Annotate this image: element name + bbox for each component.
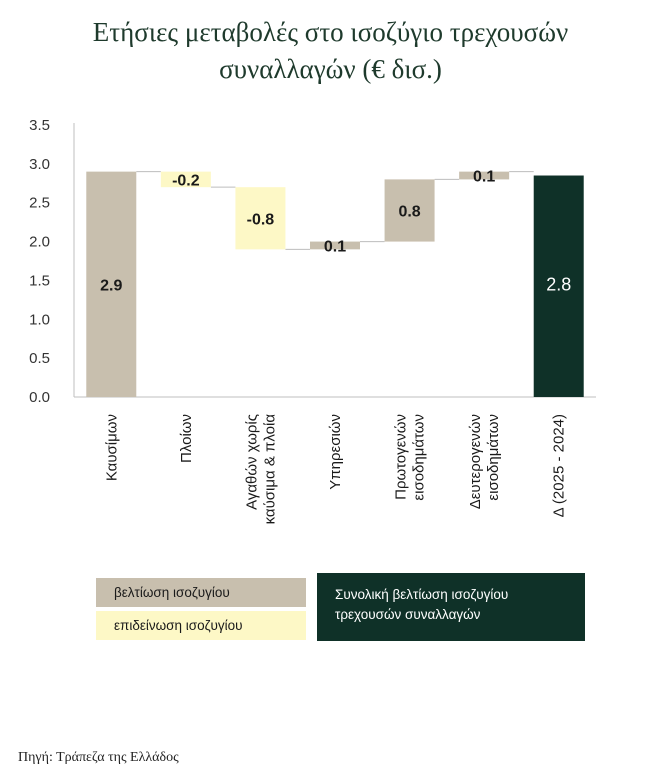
x-category-label-line: Δευτερογενών — [467, 414, 485, 510]
x-category-label — [243, 414, 278, 525]
y-tick-label: 1.5 — [29, 272, 50, 290]
title-line-1: Ετήσιες μεταβολές στο ισοζύγιο τρεχουσών — [92, 17, 569, 47]
x-category-label — [551, 414, 568, 517]
x-category-label-line: Καυσίμων — [103, 414, 121, 482]
y-tick-label: 3.5 — [29, 117, 50, 134]
legend-deterioration — [96, 611, 306, 640]
x-category-label-line: Αγαθών χωρίς — [243, 414, 261, 510]
x-category-label — [178, 414, 195, 463]
x-category-label — [393, 414, 428, 501]
x-category-label-line: Υπηρεσιών — [327, 414, 344, 490]
legend-deterioration-label: επιδείνωση ισοζυγίου — [114, 618, 243, 633]
data-label: -0.2 — [172, 172, 200, 190]
legend-improvement-label: βελτίωση ισοζυγίου — [114, 585, 230, 600]
x-category-label — [327, 414, 344, 490]
y-tick-label: 3.0 — [29, 155, 50, 173]
data-label: 2.8 — [546, 274, 572, 295]
x-category-label-line: Πρωτογενών — [392, 414, 410, 500]
legend-total-line-2: τρεχουσών συναλλαγών — [335, 607, 481, 622]
data-label: 0.1 — [323, 238, 347, 256]
y-tick-label: 0.0 — [29, 389, 50, 406]
x-category-label — [467, 414, 502, 509]
data-label: 0.8 — [398, 203, 421, 221]
legend-improvement — [96, 578, 306, 607]
data-label: 0.1 — [473, 168, 496, 186]
y-tick-label: 2.5 — [29, 194, 50, 212]
legend-total-line-1: Συνολική βελτίωση ισοζυγίου — [335, 587, 509, 602]
data-label: -0.8 — [246, 211, 275, 229]
y-tick-label: 1.0 — [29, 311, 50, 329]
x-category-label-line: καύσιμα & πλοία — [261, 414, 279, 525]
data-label: 2.9 — [100, 277, 123, 295]
x-category-label-line: Πλοίων — [177, 414, 195, 463]
y-tick-label: 0.5 — [29, 350, 50, 368]
y-tick-label: 2.0 — [29, 233, 50, 251]
x-category-label-line: εισοδημάτων — [485, 414, 503, 501]
legend-total — [317, 573, 585, 641]
x-category-label-line: εισοδημάτων — [410, 414, 428, 501]
source-note: Πηγή: Τράπεζα της Ελλάδος — [18, 750, 179, 765]
x-category-label — [103, 414, 120, 481]
x-category-label-line: Δ (2025 - 2024) — [550, 414, 568, 518]
title-line-2: συναλλαγών (€ δισ.) — [219, 54, 442, 84]
